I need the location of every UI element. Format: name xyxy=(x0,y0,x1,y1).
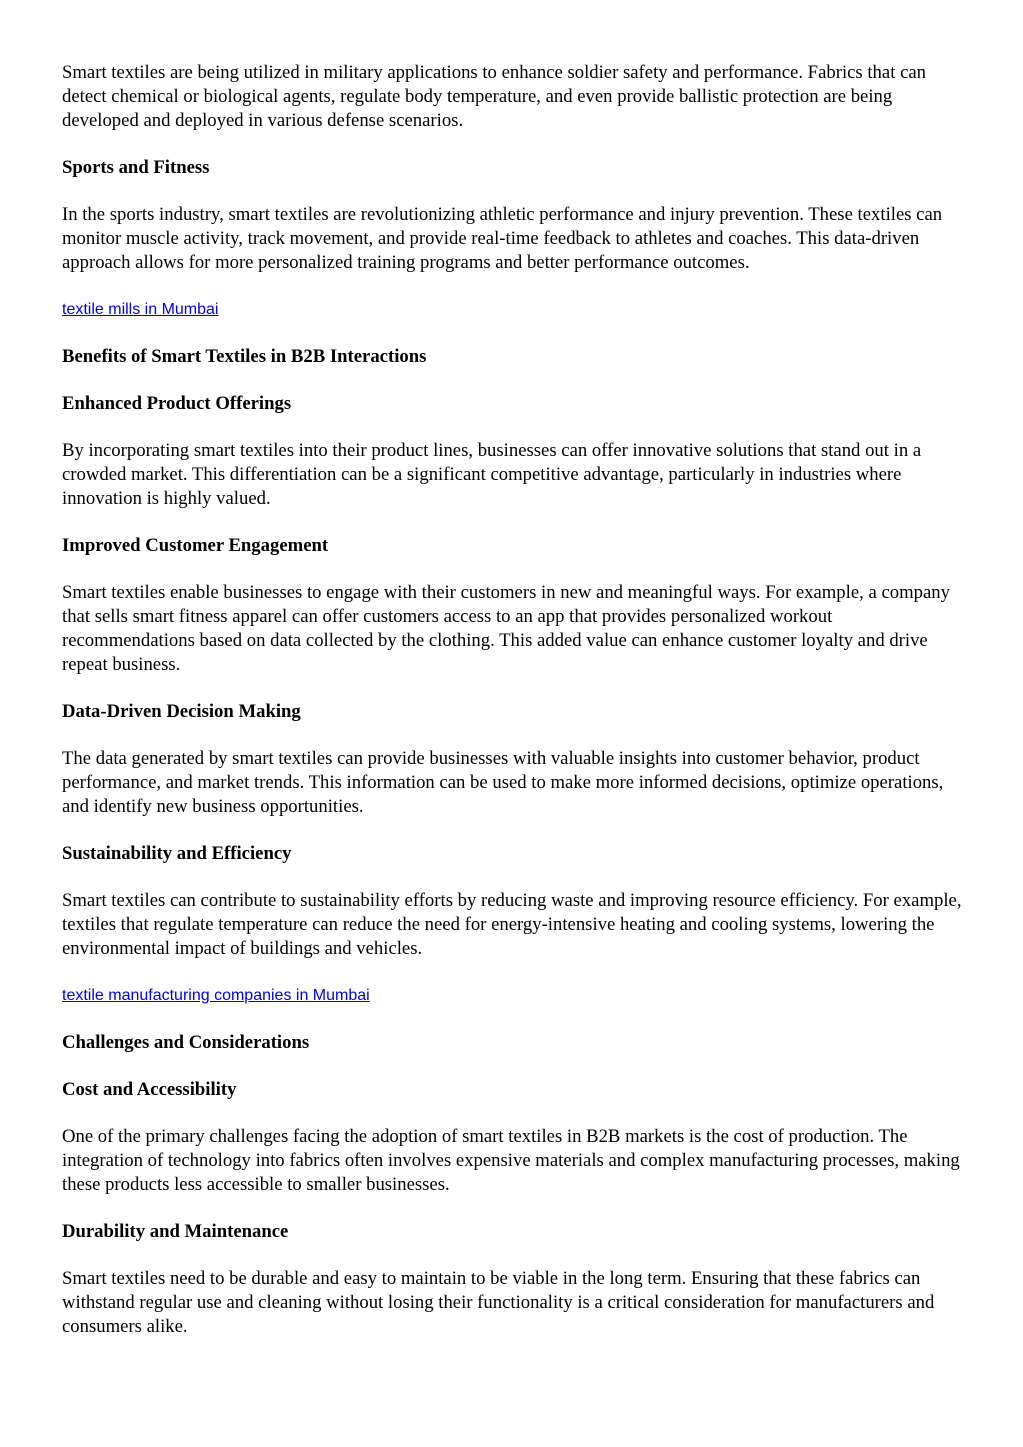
paragraph-durability: Smart textiles need to be durable and easy to maintain to be viable in the long term. Ensuring that these fabrics can withstand regular use and cleaning without losing their functionality is a critical consideration for manufacturers and consumers alike. xyxy=(62,1268,935,1337)
heading-sports-and-fitness: Sports and Fitness xyxy=(62,157,210,178)
heading-data-driven-decision-making: Data-Driven Decision Making xyxy=(62,701,301,722)
link-textile-mills-mumbai[interactable]: textile mills in Mumbai xyxy=(62,301,219,318)
heading-benefits: Benefits of Smart Textiles in B2B Interactions xyxy=(62,346,427,367)
document-page xyxy=(62,61,967,1362)
heading-sustainability-and-efficiency: Sustainability and Efficiency xyxy=(62,843,292,864)
heading-durability-and-maintenance: Durability and Maintenance xyxy=(62,1221,289,1242)
paragraph-sustainability: Smart textiles can contribute to sustainability efforts by reducing waste and improving resource efficiency. For example, textiles that regulate temperature can reduce the need for energy-intensive heating and cooling systems, lowering the environmental impact of buildings and vehicles. xyxy=(62,890,962,959)
heading-enhanced-product-offerings: Enhanced Product Offerings xyxy=(62,393,292,414)
paragraph-sports: In the sports industry, smart textiles are revolutionizing athletic performance and injury prevention. These textiles can monitor muscle activity, track movement, and provide real-time feedback to athletes and coaches. This data-driven approach allows for more personalized training programs and better performance outcomes. xyxy=(62,204,943,273)
paragraph-military: Smart textiles are being utilized in military applications to enhance soldier safety and performance. Fabrics that can detect chemical or biological agents, regulate body temperature, and even provide ballistic protection are being developed and deployed in various defense scenarios. xyxy=(62,62,926,131)
heading-improved-customer-engagement: Improved Customer Engagement xyxy=(62,535,329,556)
heading-challenges-and-considerations: Challenges and Considerations xyxy=(62,1032,310,1053)
paragraph-customer-engagement: Smart textiles enable businesses to engage with their customers in new and meaningful ways. For example, a company that sells smart fitness apparel can offer customers access to an app that provides personalized workout recommendations based on data collected by the clothing. This added value can enhance customer loyalty and drive repeat business. xyxy=(62,582,950,675)
paragraph-enhanced-product: By incorporating smart textiles into their product lines, businesses can offer innovative solutions that stand out in a crowded market. This differentiation can be a significant competitive advantage, particularly in industries where innovation is highly valued. xyxy=(62,440,922,509)
link-row-textile-mills xyxy=(62,298,967,322)
link-row-textile-manufacturing xyxy=(62,984,967,1008)
paragraph-cost: One of the primary challenges facing the adoption of smart textiles in B2B markets is the cost of production. The integration of technology into fabrics often involves expensive materials and complex manufacturing processes, making these products less accessible to smaller businesses. xyxy=(62,1126,960,1195)
paragraph-data-driven: The data generated by smart textiles can provide businesses with valuable insights into customer behavior, product performance, and market trends. This information can be used to make more informed decisions, optimize operations, and identify new business opportunities. xyxy=(62,748,944,817)
heading-cost-and-accessibility: Cost and Accessibility xyxy=(62,1079,237,1100)
link-textile-manufacturing-mumbai[interactable]: textile manufacturing companies in Mumbai xyxy=(62,987,370,1004)
